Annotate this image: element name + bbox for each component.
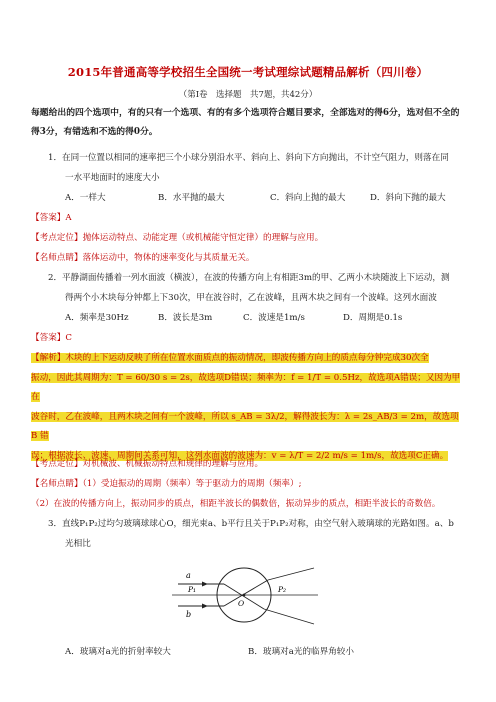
label-p2: P₂ xyxy=(278,585,287,594)
q1-option-d: D．斜向下抛的最大 xyxy=(370,193,446,203)
q3-stem-line2: 光相比 xyxy=(65,539,91,549)
q1-tip: 【名师点睛】落体运动中，物体的速率变化与其质量无关。 xyxy=(31,253,255,263)
ray-b-refracted xyxy=(224,580,268,606)
q2-tip-line1: 【名师点睛】（1）受迫振动的周期（频率）等于驱动力的周期（频率）; xyxy=(31,479,302,489)
label-o: O xyxy=(238,599,245,608)
q2-stem-line1: 2．平静湖面传播着一列水面波（横波），在波的传播方向上有相距3m的甲、乙两小木块随波上下运动，测 xyxy=(48,273,450,283)
label-a: a xyxy=(186,571,191,580)
q3-option-b: B．玻璃对a光的临界角较小 xyxy=(248,647,354,657)
q2-analysis xyxy=(31,349,467,466)
q2-stem-line2: 得两个小木块每分钟都上下30次，甲在波谷时，乙在波峰，且两木块之间有一个波峰。这列水面波 xyxy=(65,293,437,303)
q1-stem-line2: 一水平地面时的速度大小 xyxy=(65,173,160,183)
q1-option-a: A．一样大 xyxy=(65,193,106,203)
q2-option-c: C．波速是1m/s xyxy=(243,313,305,323)
instructions: 每题给出的四个选项中，有的只有一个选项、有的有多个选项符合题目要求，全部选对的得6分，选对但不全的得3分，有错选和不选的得0分。 xyxy=(31,108,460,137)
center-point xyxy=(243,594,246,597)
q2-option-d: D．周期是0.1s xyxy=(343,313,403,323)
q2-answer: 【答案】C xyxy=(31,333,72,343)
q2-analysis-line4: 误；根据波长、波速、周期间关系可知，这列水面波的波速为：v = λ/T = 2/2 m/s = 1m/s，故选项C正确。 xyxy=(31,450,449,461)
q1-option-b: B．水平抛的最大 xyxy=(158,193,225,203)
q2-option-a: A．频率是30Hz xyxy=(65,313,129,323)
q2-analysis-line1: 【解析】木块的上下运动反映了所在位置水面质点的振动情况，即波传播方向上的质点每分钟完成30次全 xyxy=(31,353,429,363)
q2-analysis-line3: 波谷时，乙在波峰，且两木块之间有一个波峰，所以 s_AB = 3λ/2，解得波长为：λ = 2s_AB/3 = 2m，故选项 B 错 xyxy=(31,411,459,441)
q3-stem-line1: 3．直线P₁P₂过均匀玻璃球球心O，细光束a、b平行且关于P₁P₂对称，由空气射入玻璃球的光路如图。a、b xyxy=(48,519,454,529)
q1-option-c: C．斜向上抛的最大 xyxy=(270,193,346,203)
label-p1: P₁ xyxy=(188,585,197,594)
q3-option-a: A．玻璃对a光的折射率较大 xyxy=(65,647,171,657)
glass-sphere-diagram xyxy=(168,556,328,634)
label-b: b xyxy=(186,610,192,619)
ray-a-arrow xyxy=(202,582,208,587)
q1-knowledge-point: 【考点定位】抛体运动特点、动能定理（或机械能守恒定律）的理解与应用。 xyxy=(31,233,324,243)
q1-answer: 【答案】A xyxy=(31,213,72,223)
page-title: 2015年普通高等学校招生全国统一考试理综试题精品解析（四川卷） xyxy=(67,65,429,79)
q2-analysis-line2: 振动，因此其周期为：T = 60/30 s = 2s，故选项D错误；频率为：f = 1/T = 0.5Hz，故选项A错误；又因为甲在 xyxy=(31,372,461,402)
section-subtitle: （第Ⅰ卷 选择题 共7题，共42分） xyxy=(178,90,318,100)
ray-a-out xyxy=(264,609,314,624)
q2-knowledge-point: 【考点定位】对机械波、机械振动特点和规律的理解与应用。 xyxy=(31,459,264,469)
ray-b-arrow xyxy=(202,604,208,609)
q2-tip-line2: （2）在波的传播方向上，振动同步的质点，相距半波长的偶数倍，振动异步的质点，相距半波长的奇数倍。 xyxy=(31,499,441,509)
q2-option-b: B．波长是3m xyxy=(158,313,213,323)
q1-stem-line1: 1．在同一位置以相同的速率把三个小球分别沿水平、斜向上、斜向下方向抛出，不计空气阻力，则落在同 xyxy=(48,153,449,163)
ray-b-out xyxy=(268,568,314,580)
